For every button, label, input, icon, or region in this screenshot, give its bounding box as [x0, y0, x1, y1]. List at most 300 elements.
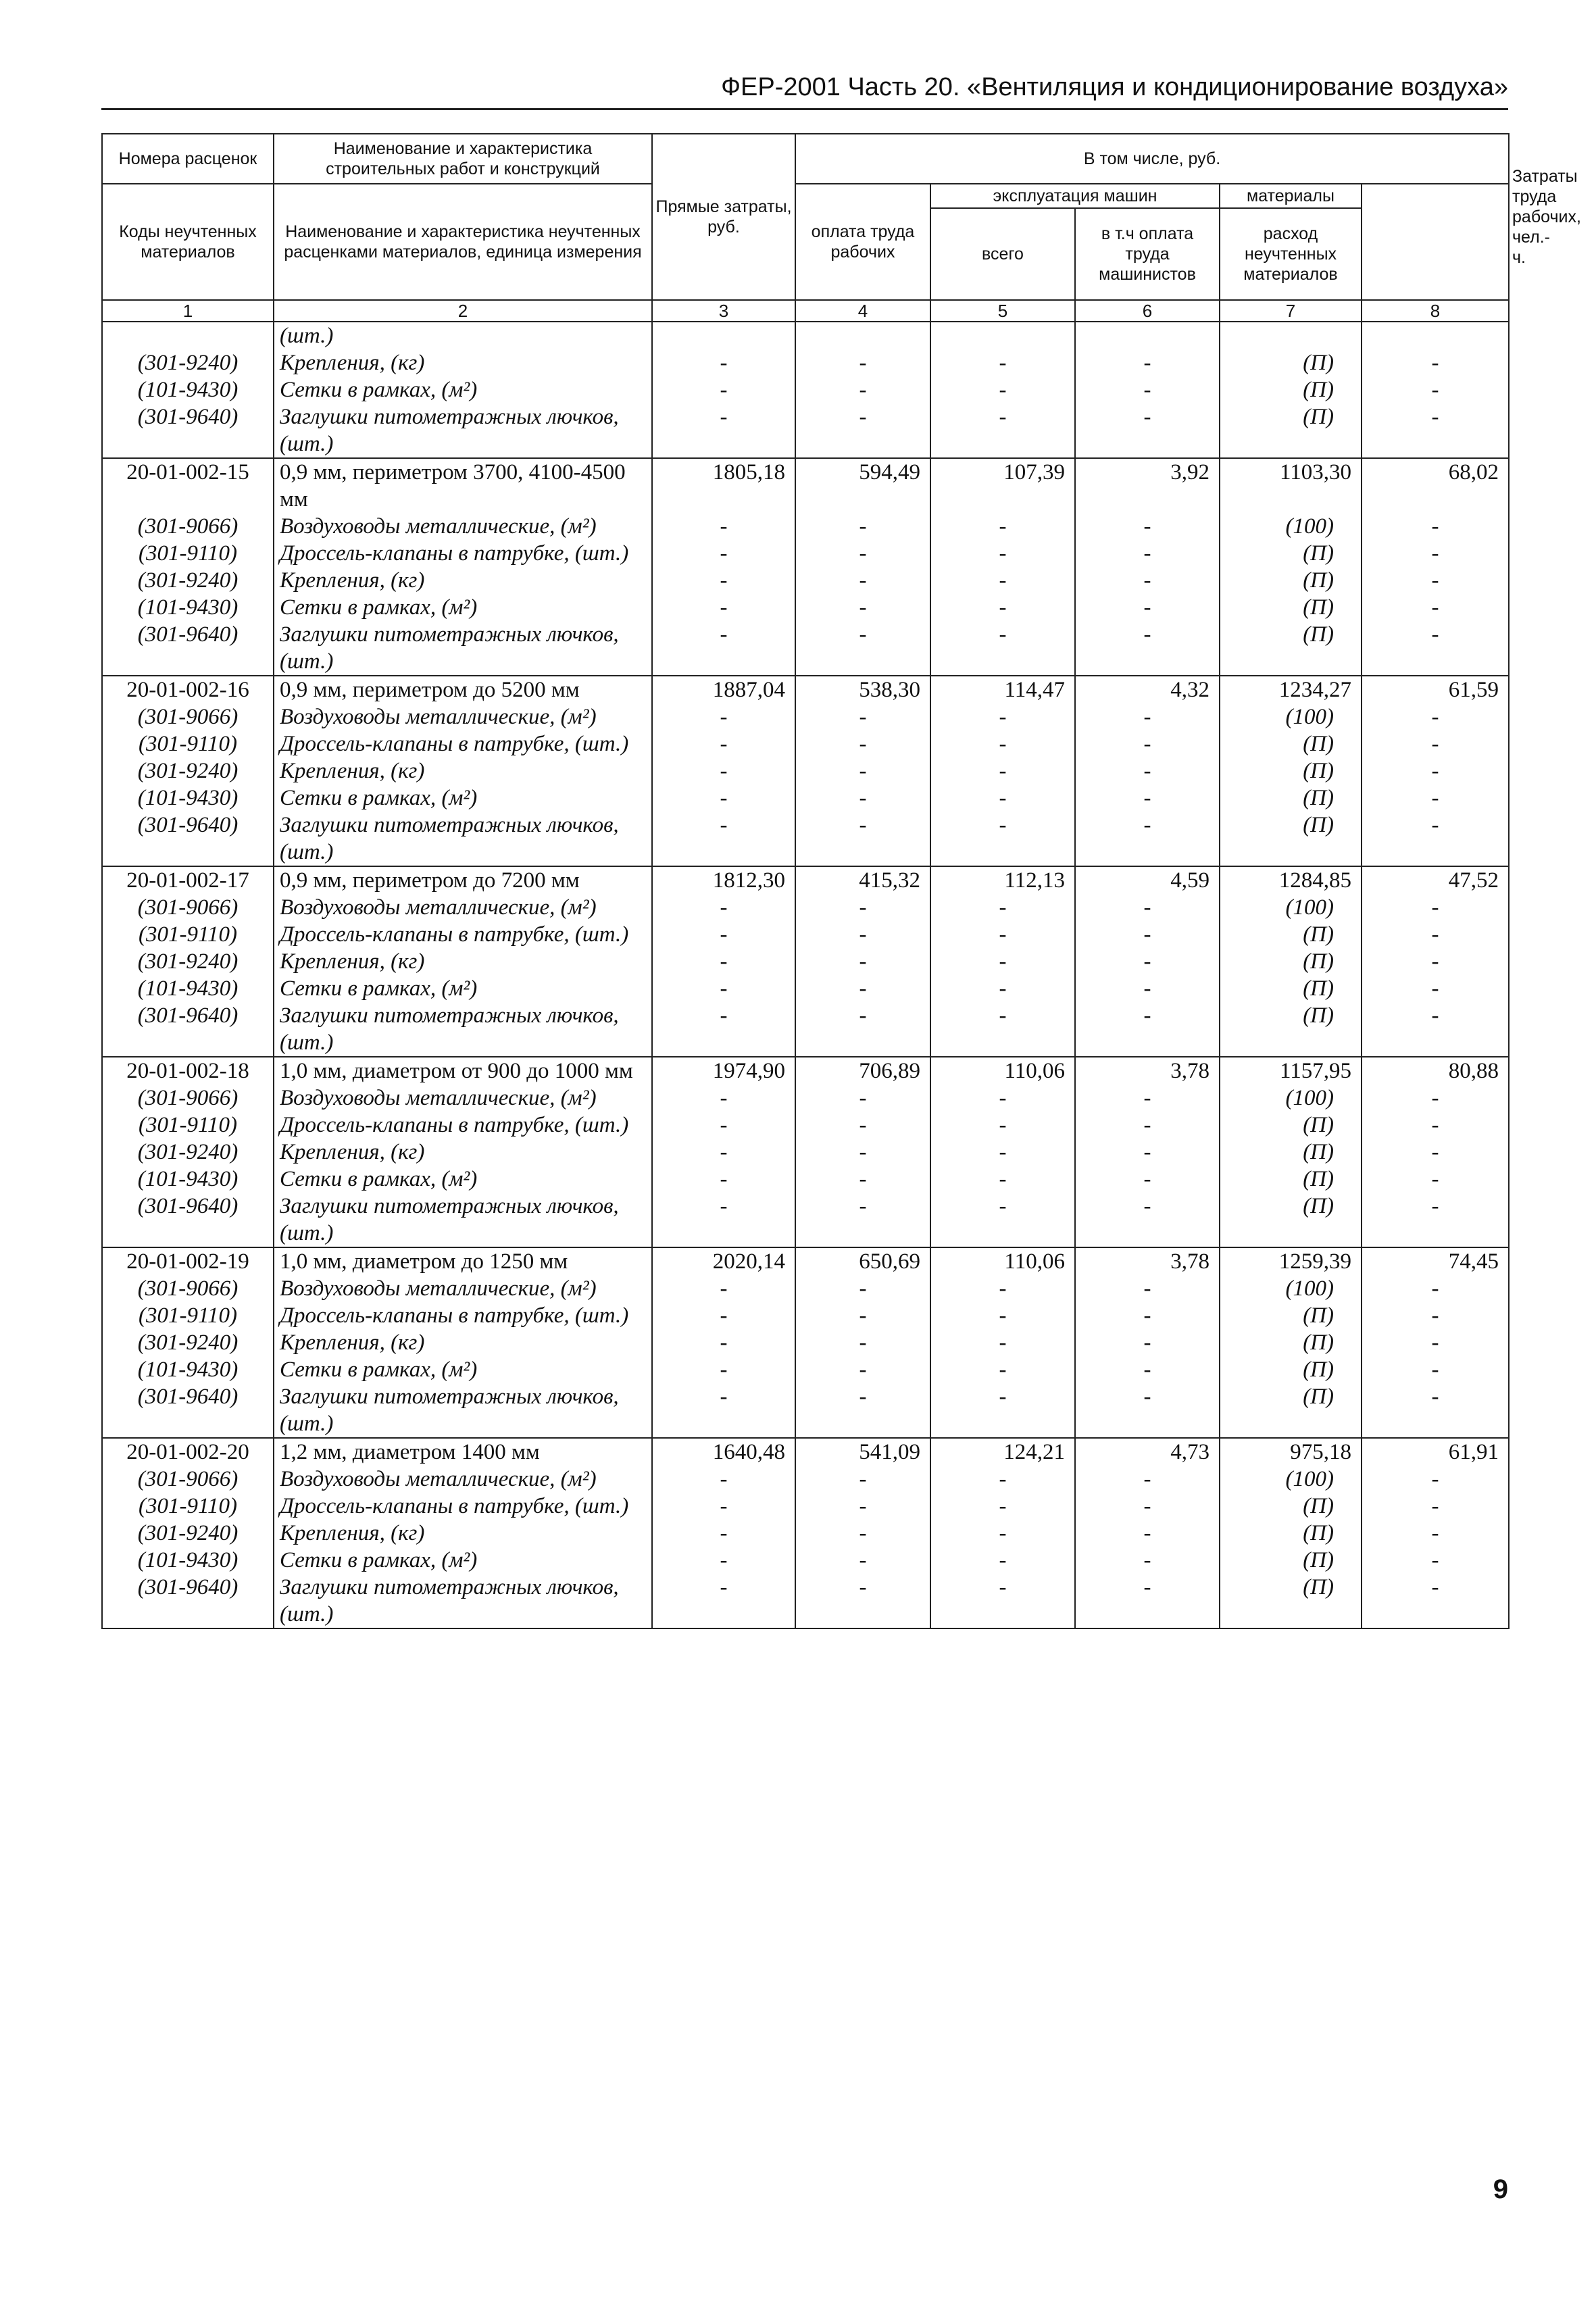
header-work-name: Наименование и характеристика строительных работ и конструкций	[274, 134, 652, 184]
machinist-pay-cell: -	[1075, 703, 1220, 730]
machines-total-cell: -	[930, 513, 1075, 540]
worker-pay-cell: -	[795, 594, 930, 621]
machinist-pay-cell: -	[1075, 730, 1220, 757]
material-row	[102, 894, 1509, 921]
direct-costs-cell: -	[652, 1193, 795, 1247]
row-code: (301-9110)	[102, 1112, 274, 1139]
worker-pay-cell: -	[795, 730, 930, 757]
worker-pay-cell: -	[795, 1085, 930, 1112]
worker-pay-cell: 538,30	[795, 676, 930, 703]
labor-hours-cell: -	[1362, 1166, 1509, 1193]
machines-total-cell: -	[930, 349, 1075, 376]
labor-hours-cell: -	[1362, 540, 1509, 567]
machines-total-cell: -	[930, 403, 1075, 458]
materials-cell: (П)	[1220, 785, 1362, 812]
row-name: Воздуховоды металлические, (м²)	[274, 1085, 652, 1112]
machinist-pay-cell: -	[1075, 894, 1220, 921]
direct-costs-cell: -	[652, 1356, 795, 1383]
material-row	[102, 349, 1509, 376]
column-number: 1	[102, 300, 274, 322]
row-code: (301-9240)	[102, 1329, 274, 1356]
worker-pay-cell: -	[795, 1139, 930, 1166]
worker-pay-cell: -	[795, 812, 930, 866]
worker-pay-cell: -	[795, 1275, 930, 1302]
direct-costs-cell: -	[652, 567, 795, 594]
labor-hours-cell: 68,02	[1362, 458, 1509, 513]
row-code: (101-9430)	[102, 785, 274, 812]
materials-cell: (П)	[1220, 921, 1362, 948]
row-code: (301-9240)	[102, 349, 274, 376]
labor-hours-cell: -	[1362, 376, 1509, 403]
materials-cell: (П)	[1220, 376, 1362, 403]
materials-cell: (100)	[1220, 1275, 1362, 1302]
header-rule	[101, 108, 1508, 110]
labor-hours-cell: -	[1362, 1112, 1509, 1139]
machinist-pay-cell: -	[1075, 621, 1220, 676]
row-name: Воздуховоды металлические, (м²)	[274, 1466, 652, 1493]
labor-hours-cell: -	[1362, 921, 1509, 948]
materials-cell: (П)	[1220, 1356, 1362, 1383]
machinist-pay-cell: -	[1075, 1193, 1220, 1247]
labor-hours-cell: -	[1362, 785, 1509, 812]
worker-pay-cell: 415,32	[795, 866, 930, 894]
row-code: (301-9640)	[102, 1383, 274, 1438]
direct-costs-cell: -	[652, 1302, 795, 1329]
direct-costs-cell: -	[652, 1085, 795, 1112]
worker-pay-cell: -	[795, 1493, 930, 1520]
row-code: (301-9640)	[102, 812, 274, 866]
row-name: (шт.)	[274, 322, 652, 349]
worker-pay-cell: -	[795, 513, 930, 540]
worker-pay-cell	[795, 322, 930, 349]
header-including-group: В том числе, руб.	[795, 134, 1509, 184]
material-row	[102, 1329, 1509, 1356]
row-name: Воздуховоды металлические, (м²)	[274, 1275, 652, 1302]
materials-cell: (П)	[1220, 1574, 1362, 1628]
machines-total-cell: -	[930, 1112, 1075, 1139]
direct-costs-cell: -	[652, 921, 795, 948]
row-name: Сетки в рамках, (м²)	[274, 594, 652, 621]
material-row	[102, 1002, 1509, 1057]
labor-hours-cell: -	[1362, 1547, 1509, 1574]
machinist-pay-cell: 3,92	[1075, 458, 1220, 513]
machinist-pay-cell: 4,73	[1075, 1438, 1220, 1466]
machines-total-cell: -	[930, 1275, 1075, 1302]
table-body	[102, 322, 1509, 1628]
machinist-pay-cell: -	[1075, 1112, 1220, 1139]
machines-total-cell: -	[930, 1574, 1075, 1628]
worker-pay-cell: 541,09	[795, 1438, 930, 1466]
material-row	[102, 703, 1509, 730]
row-name: 0,9 мм, периметром 3700, 4100-4500 мм	[274, 458, 652, 513]
row-code: (301-9066)	[102, 1466, 274, 1493]
labor-hours-cell: 61,59	[1362, 676, 1509, 703]
row-code: (301-9110)	[102, 921, 274, 948]
direct-costs-cell: -	[652, 1166, 795, 1193]
row-name: Крепления, (кг)	[274, 757, 652, 785]
labor-hours-cell: -	[1362, 1002, 1509, 1057]
header-materials: материалы	[1220, 184, 1362, 208]
labor-hours-cell: -	[1362, 1383, 1509, 1438]
machinist-pay-cell: -	[1075, 567, 1220, 594]
row-code: (301-9066)	[102, 1085, 274, 1112]
row-code: (301-9066)	[102, 1275, 274, 1302]
machines-total-cell: -	[930, 567, 1075, 594]
direct-costs-cell: -	[652, 1520, 795, 1547]
worker-pay-cell: -	[795, 621, 930, 676]
machinist-pay-cell: -	[1075, 1329, 1220, 1356]
direct-costs-cell: -	[652, 948, 795, 975]
labor-hours-cell: -	[1362, 1139, 1509, 1166]
materials-cell: (100)	[1220, 894, 1362, 921]
machinist-pay-cell: -	[1075, 1466, 1220, 1493]
materials-cell: (П)	[1220, 1302, 1362, 1329]
header-material-name: Наименование и характеристика неучтенных расценками материалов, единица измерения	[274, 184, 652, 300]
direct-costs-cell: -	[652, 1574, 795, 1628]
materials-cell: 1157,95	[1220, 1057, 1362, 1085]
materials-cell: 1284,85	[1220, 866, 1362, 894]
worker-pay-cell: -	[795, 1002, 930, 1057]
worker-pay-cell: -	[795, 975, 930, 1002]
machines-total-cell: 112,13	[930, 866, 1075, 894]
materials-cell: (П)	[1220, 1112, 1362, 1139]
row-name: Дроссель-клапаны в патрубке, (шт.)	[274, 540, 652, 567]
machines-total-cell: -	[930, 975, 1075, 1002]
row-name: Заглушки питометражных лючков, (шт.)	[274, 812, 652, 866]
column-number: 7	[1220, 300, 1362, 322]
page-number: 9	[1493, 2174, 1508, 2204]
machinist-pay-cell: -	[1075, 513, 1220, 540]
direct-costs-cell: -	[652, 540, 795, 567]
materials-cell: (П)	[1220, 1547, 1362, 1574]
machinist-pay-cell: -	[1075, 1356, 1220, 1383]
row-name: Воздуховоды металлические, (м²)	[274, 513, 652, 540]
worker-pay-cell: -	[795, 1466, 930, 1493]
rate-row	[102, 1438, 1509, 1466]
header-machines-total: всего	[930, 208, 1075, 300]
row-code: (301-9640)	[102, 1193, 274, 1247]
worker-pay-cell: -	[795, 540, 930, 567]
machinist-pay-cell: -	[1075, 757, 1220, 785]
materials-cell: (П)	[1220, 1329, 1362, 1356]
machines-total-cell: 107,39	[930, 458, 1075, 513]
row-name: Заглушки питометражных лючков, (шт.)	[274, 403, 652, 458]
machines-total-cell: -	[930, 1493, 1075, 1520]
direct-costs-cell: -	[652, 1383, 795, 1438]
direct-costs-cell: -	[652, 1112, 795, 1139]
materials-cell: (100)	[1220, 703, 1362, 730]
header-worker-pay: оплата труда рабочих	[795, 184, 930, 300]
machinist-pay-cell: -	[1075, 1520, 1220, 1547]
header-machines: эксплуатация машин	[930, 184, 1220, 208]
row-code	[102, 322, 274, 349]
materials-cell: 1103,30	[1220, 458, 1362, 513]
column-number: 8	[1362, 300, 1509, 322]
row-name: Воздуховоды металлические, (м²)	[274, 894, 652, 921]
materials-cell: (100)	[1220, 513, 1362, 540]
materials-cell: (П)	[1220, 1166, 1362, 1193]
column-number: 4	[795, 300, 930, 322]
row-name: Заглушки питометражных лючков, (шт.)	[274, 1574, 652, 1628]
row-name: Дроссель-клапаны в патрубке, (шт.)	[274, 1112, 652, 1139]
machinist-pay-cell: -	[1075, 594, 1220, 621]
machines-total-cell: 110,06	[930, 1057, 1075, 1085]
direct-costs-cell: -	[652, 376, 795, 403]
machinist-pay-cell: -	[1075, 921, 1220, 948]
materials-cell: (П)	[1220, 1493, 1362, 1520]
direct-costs-cell: -	[652, 703, 795, 730]
machines-total-cell: -	[930, 703, 1075, 730]
labor-hours-cell: -	[1362, 1493, 1509, 1520]
machines-total-cell: -	[930, 1166, 1075, 1193]
materials-cell: (П)	[1220, 812, 1362, 866]
machines-total-cell: -	[930, 621, 1075, 676]
row-name: Крепления, (кг)	[274, 1520, 652, 1547]
worker-pay-cell: -	[795, 894, 930, 921]
materials-cell: (П)	[1220, 1139, 1362, 1166]
row-name: Заглушки питометражных лючков, (шт.)	[274, 621, 652, 676]
material-row	[102, 812, 1509, 866]
worker-pay-cell: -	[795, 1574, 930, 1628]
direct-costs-cell: -	[652, 403, 795, 458]
row-name: 1,2 мм, диаметром 1400 мм	[274, 1438, 652, 1466]
direct-costs-cell: -	[652, 513, 795, 540]
row-name: Сетки в рамках, (м²)	[274, 1166, 652, 1193]
material-row	[102, 403, 1509, 458]
machinist-pay-cell: -	[1075, 812, 1220, 866]
machinist-pay-cell: -	[1075, 1302, 1220, 1329]
header-machinist-pay: в т.ч оплата труда машинистов	[1075, 208, 1220, 300]
worker-pay-cell: -	[795, 1547, 930, 1574]
direct-costs-cell	[652, 322, 795, 349]
material-row	[102, 1085, 1509, 1112]
material-row	[102, 1356, 1509, 1383]
row-code: 20-01-002-19	[102, 1247, 274, 1275]
machines-total-cell: -	[930, 1356, 1075, 1383]
labor-hours-cell: -	[1362, 975, 1509, 1002]
materials-cell: (П)	[1220, 1002, 1362, 1057]
rate-row	[102, 458, 1509, 513]
machinist-pay-cell: 3,78	[1075, 1247, 1220, 1275]
row-name: Крепления, (кг)	[274, 1139, 652, 1166]
row-name: 0,9 мм, периметром до 7200 мм	[274, 866, 652, 894]
table-head: Номера расценок Наименование и характеристика строительных работ и конструкций Прямые затраты, руб. В том числе, руб. Затраты труда рабочих, чел.-ч. Коды неучтенных материалов Наименование и характеристика неучтенных расценками материалов, единица измерения оплата труда рабочих эксплуатация машин материалы всего в т.ч оплата труда машинистов расход неучтенных материалов 1 2 3 4 5 6 7 8	[102, 134, 1509, 322]
machinist-pay-cell: -	[1075, 376, 1220, 403]
row-name: Сетки в рамках, (м²)	[274, 1547, 652, 1574]
material-row	[102, 540, 1509, 567]
worker-pay-cell: -	[795, 1329, 930, 1356]
materials-cell: (П)	[1220, 757, 1362, 785]
labor-hours-cell: -	[1362, 1275, 1509, 1302]
material-row	[102, 513, 1509, 540]
materials-cell: 1234,27	[1220, 676, 1362, 703]
worker-pay-cell: -	[795, 1166, 930, 1193]
row-code: (101-9430)	[102, 975, 274, 1002]
material-row	[102, 785, 1509, 812]
machinist-pay-cell: -	[1075, 948, 1220, 975]
row-name: Дроссель-клапаны в патрубке, (шт.)	[274, 1302, 652, 1329]
direct-costs-cell: -	[652, 785, 795, 812]
machinist-pay-cell: -	[1075, 1002, 1220, 1057]
machines-total-cell: -	[930, 1002, 1075, 1057]
direct-costs-cell: -	[652, 894, 795, 921]
rate-row	[102, 1057, 1509, 1085]
materials-cell: (П)	[1220, 349, 1362, 376]
page-header-title: ФЕР-2001 Часть 20. «Вентиляция и кондиционирование воздуха»	[721, 73, 1508, 101]
direct-costs-cell: -	[652, 621, 795, 676]
machinist-pay-cell: -	[1075, 785, 1220, 812]
column-number: 6	[1075, 300, 1220, 322]
machinist-pay-cell: -	[1075, 1383, 1220, 1438]
machinist-pay-cell: -	[1075, 349, 1220, 376]
materials-cell: (П)	[1220, 975, 1362, 1002]
worker-pay-cell: -	[795, 703, 930, 730]
materials-cell: 975,18	[1220, 1438, 1362, 1466]
direct-costs-cell: -	[652, 1466, 795, 1493]
material-row	[102, 1383, 1509, 1438]
worker-pay-cell: 594,49	[795, 458, 930, 513]
material-row	[102, 621, 1509, 676]
row-name: Крепления, (кг)	[274, 1329, 652, 1356]
direct-costs-cell: -	[652, 349, 795, 376]
direct-costs-cell: -	[652, 1493, 795, 1520]
materials-cell: (П)	[1220, 730, 1362, 757]
row-code: (301-9640)	[102, 1574, 274, 1628]
direct-costs-cell: 1887,04	[652, 676, 795, 703]
labor-hours-cell: -	[1362, 757, 1509, 785]
material-row	[102, 1166, 1509, 1193]
row-code: 20-01-002-18	[102, 1057, 274, 1085]
row-name: Сетки в рамках, (м²)	[274, 975, 652, 1002]
materials-cell: (П)	[1220, 403, 1362, 458]
labor-hours-cell: 47,52	[1362, 866, 1509, 894]
labor-hours-cell: 61,91	[1362, 1438, 1509, 1466]
machines-total-cell: -	[930, 785, 1075, 812]
worker-pay-cell: -	[795, 403, 930, 458]
column-number: 2	[274, 300, 652, 322]
row-code: (101-9430)	[102, 1356, 274, 1383]
materials-cell: 1259,39	[1220, 1247, 1362, 1275]
material-row	[102, 1302, 1509, 1329]
machines-total-cell: -	[930, 540, 1075, 567]
labor-hours-cell: -	[1362, 403, 1509, 458]
row-name: Сетки в рамках, (м²)	[274, 785, 652, 812]
row-code: 20-01-002-20	[102, 1438, 274, 1466]
material-row	[102, 730, 1509, 757]
worker-pay-cell: -	[795, 1112, 930, 1139]
row-code: (301-9066)	[102, 894, 274, 921]
material-row	[102, 1275, 1509, 1302]
machinist-pay-cell: -	[1075, 1166, 1220, 1193]
machines-total-cell: -	[930, 1085, 1075, 1112]
machines-total-cell: -	[930, 948, 1075, 975]
machines-total-cell: -	[930, 757, 1075, 785]
machines-total-cell: 110,06	[930, 1247, 1075, 1275]
worker-pay-cell: -	[795, 1302, 930, 1329]
direct-costs-cell: 1640,48	[652, 1438, 795, 1466]
labor-hours-cell: -	[1362, 894, 1509, 921]
machines-total-cell: -	[930, 894, 1075, 921]
direct-costs-cell: 1812,30	[652, 866, 795, 894]
direct-costs-cell: -	[652, 812, 795, 866]
material-row	[102, 948, 1509, 975]
header-direct-costs: Прямые затраты, руб.	[652, 134, 795, 300]
row-code: (301-9110)	[102, 1493, 274, 1520]
materials-cell: (П)	[1220, 1383, 1362, 1438]
row-code: (301-9240)	[102, 948, 274, 975]
worker-pay-cell: -	[795, 376, 930, 403]
labor-hours-cell: -	[1362, 567, 1509, 594]
labor-hours-cell: -	[1362, 1085, 1509, 1112]
machinist-pay-cell: -	[1075, 1493, 1220, 1520]
row-name: 1,0 мм, диаметром от 900 до 1000 мм	[274, 1057, 652, 1085]
materials-cell: (100)	[1220, 1466, 1362, 1493]
row-code: (301-9110)	[102, 540, 274, 567]
labor-hours-cell: -	[1362, 730, 1509, 757]
labor-hours-cell: -	[1362, 1466, 1509, 1493]
row-code: (301-9240)	[102, 757, 274, 785]
row-code: (301-9110)	[102, 1302, 274, 1329]
machinist-pay-cell: -	[1075, 1574, 1220, 1628]
materials-cell: (П)	[1220, 567, 1362, 594]
machines-total-cell: -	[930, 1193, 1075, 1247]
machines-total-cell: 114,47	[930, 676, 1075, 703]
labor-hours-cell: -	[1362, 621, 1509, 676]
worker-pay-cell: -	[795, 567, 930, 594]
machinist-pay-cell: -	[1075, 403, 1220, 458]
row-code: 20-01-002-15	[102, 458, 274, 513]
material-row	[102, 1493, 1509, 1520]
material-row	[102, 594, 1509, 621]
rate-row	[102, 866, 1509, 894]
row-code: (301-9240)	[102, 567, 274, 594]
column-number: 5	[930, 300, 1075, 322]
machines-total-cell: -	[930, 1329, 1075, 1356]
materials-cell: (100)	[1220, 1085, 1362, 1112]
labor-hours-cell: -	[1362, 812, 1509, 866]
header-material-usage: расход неучтенных материалов	[1220, 208, 1362, 300]
material-row	[102, 975, 1509, 1002]
row-name: Сетки в рамках, (м²)	[274, 376, 652, 403]
row-code: (301-9066)	[102, 513, 274, 540]
machinist-pay-cell	[1075, 322, 1220, 349]
labor-hours-cell: -	[1362, 1356, 1509, 1383]
machinist-pay-cell: -	[1075, 1085, 1220, 1112]
row-code: (301-9640)	[102, 621, 274, 676]
header-column-numbers	[102, 300, 1509, 322]
materials-cell: (П)	[1220, 594, 1362, 621]
row-name: Крепления, (кг)	[274, 567, 652, 594]
direct-costs-cell: -	[652, 757, 795, 785]
row-code: (301-9110)	[102, 730, 274, 757]
materials-cell: (П)	[1220, 621, 1362, 676]
direct-costs-cell: -	[652, 594, 795, 621]
direct-costs-cell: 2020,14	[652, 1247, 795, 1275]
machines-total-cell	[930, 322, 1075, 349]
material-row	[102, 1193, 1509, 1247]
worker-pay-cell: -	[795, 921, 930, 948]
rates-table	[101, 133, 1581, 1629]
materials-cell	[1220, 322, 1362, 349]
row-name: Воздуховоды металлические, (м²)	[274, 703, 652, 730]
material-row	[102, 1139, 1509, 1166]
material-row	[102, 921, 1509, 948]
machinist-pay-cell: 3,78	[1075, 1057, 1220, 1085]
row-code: 20-01-002-17	[102, 866, 274, 894]
labor-hours-cell: 80,88	[1362, 1057, 1509, 1085]
direct-costs-cell: -	[652, 1139, 795, 1166]
row-code: (101-9430)	[102, 1547, 274, 1574]
